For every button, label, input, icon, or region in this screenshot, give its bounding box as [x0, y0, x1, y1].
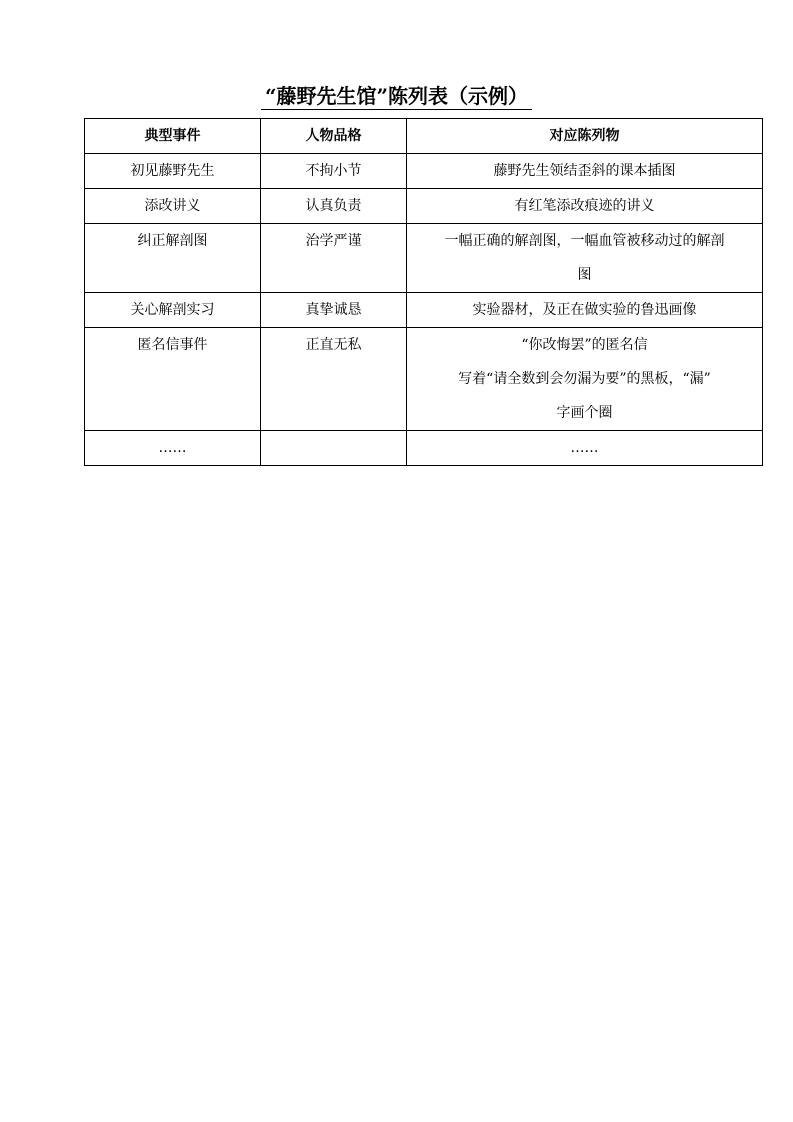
event-cell: 纠正解剖图: [85, 224, 261, 293]
event-cell: ……: [85, 431, 261, 466]
event-cell: 初见藤野先生: [85, 154, 261, 189]
event-cell: 添改讲义: [85, 189, 261, 224]
exhibit-line: 图: [577, 267, 592, 283]
event-cell: 关心解剖实习: [85, 293, 261, 328]
quality-cell: 治学严谨: [261, 224, 407, 293]
header-quality: 人物品格: [261, 119, 407, 154]
exhibit-line: 字画个圈: [556, 405, 613, 421]
exhibit-cell: [407, 328, 763, 431]
exhibit-cell: [407, 154, 763, 189]
table-row: [85, 189, 763, 224]
exhibit-cell: [407, 431, 763, 466]
exhibit-table: [84, 118, 763, 466]
table-row: [85, 154, 763, 189]
exhibit-line: ……: [570, 440, 599, 456]
table-row: [85, 293, 763, 328]
header-event: 典型事件: [85, 119, 261, 154]
exhibit-cell: [407, 224, 763, 293]
exhibit-line: 实验器材，及正在做实验的鲁迅画像: [472, 302, 697, 318]
exhibit-line: 写着“请全数到会勿漏为要”的黑板，“漏”: [458, 371, 711, 387]
exhibit-line: 有红笔添改痕迹的讲义: [514, 198, 655, 214]
exhibit-cell: [407, 189, 763, 224]
table-row: [85, 328, 763, 431]
quality-cell: [261, 431, 407, 466]
exhibit-line: 一幅正确的解剖图，一幅血管被移动过的解剖: [444, 233, 725, 249]
table-header-row: [85, 119, 763, 154]
exhibit-cell: [407, 293, 763, 328]
table-row: [85, 224, 763, 293]
exhibit-line: “你改悔罢”的匿名信: [521, 337, 648, 353]
table-row: [85, 431, 763, 466]
quality-cell: 认真负责: [261, 189, 407, 224]
quality-cell: 真挚诚恳: [261, 293, 407, 328]
exhibit-line: 藤野先生领结歪斜的课本插图: [493, 163, 676, 179]
event-cell: 匿名信事件: [85, 328, 261, 431]
document-title: [0, 82, 793, 110]
header-exhibit: 对应陈列物: [407, 119, 763, 154]
document-title-text: “藤野先生馆”陈列表（示例）: [261, 84, 532, 110]
quality-cell: 不拘小节: [261, 154, 407, 189]
quality-cell: 正直无私: [261, 328, 407, 431]
